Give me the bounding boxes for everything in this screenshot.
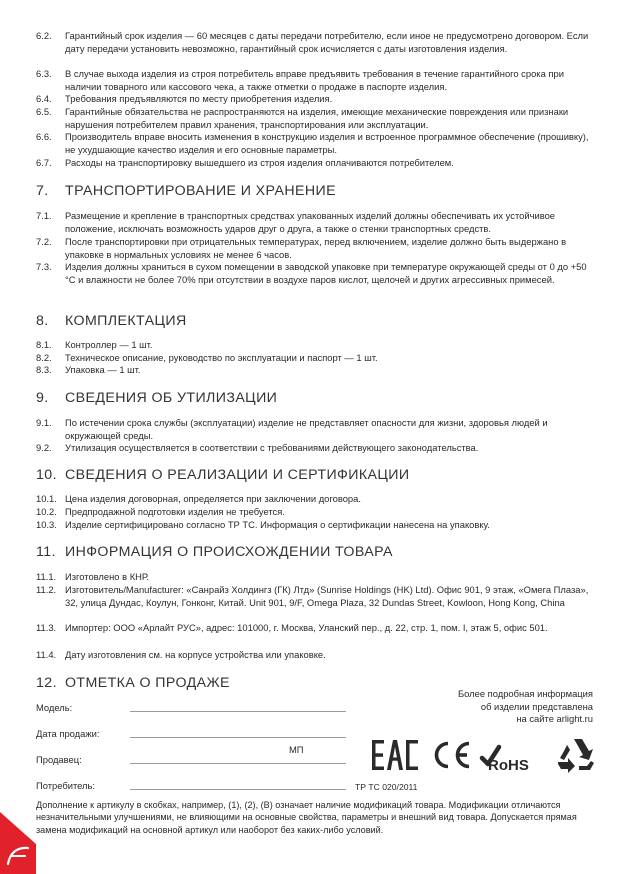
item-6-6: 6.6. Производитель вправе вносить изменения в конструкцию изделия и встроенное программное обеспечение (прошивку), не ухудшающие качество изделия и его основные параметры.: [36, 131, 589, 155]
item-8-2: 8.2. Техническое описание, руководство по эксплуатации и паспорт — 1 шт.: [36, 352, 378, 363]
item-6-7: 6.7. Расходы на транспортировку вышедшего из строя изделия оплачиваются потребителем.: [36, 157, 454, 168]
certification-logos: [368, 734, 600, 784]
footer-note: Дополнение к артикулу в скобках, например, (1), (2), (В) означает наличие модификаций товара. Модификации отличаются незначительными улучшениями, не влияющими на основные свойства, параметры и внешний вид товара. Допускается прямая замена модификаций на основной артикул или наоборот без каких-либо условий.: [36, 800, 577, 835]
item-6-3: 6.3. В случае выхода изделия из строя потребитель вправе предъявить требования в течение гарантийного срока при наличии товарного или кассового чека, а также отметки о продаже в паспорте изделия.: [36, 68, 564, 92]
item-10-3: 10.3. Изделие сертифицировано согласно ТР ТС. Информация о сертификации нанесена на упаковку.: [36, 519, 490, 530]
brand-corner-icon: [0, 812, 36, 874]
section-12-heading: 12. ОТМЕТКА О ПРОДАЖЕ: [36, 675, 230, 691]
item-11-4: 11.4. Дату изготовления см. на корпусе устройства или упаковке.: [36, 649, 326, 660]
section-10-heading: 10. СВЕДЕНИЯ О РЕАЛИЗАЦИИ И СЕРТИФИКАЦИИ: [36, 467, 410, 483]
item-6-4: 6.4. Требования предъявляются по месту приобретения изделия.: [36, 93, 333, 104]
section-8-heading: 8. КОМПЛЕКТАЦИЯ: [36, 313, 187, 329]
seller-field[interactable]: [130, 763, 346, 764]
consumer-label: Потребитель:: [36, 780, 96, 791]
stamp-place-label: МП: [289, 744, 304, 755]
tr-ts-label: ТР ТС 020/2011: [355, 782, 418, 792]
item-8-3: 8.3. Упаковка — 1 шт.: [36, 364, 141, 375]
item-11-2: 11.2. Изготовитель/Manufacturer: «Санрайз Холдингз (ГК) Лтд» (Sunrise Holdings (HK) Ltd). Офис 901, 9 этаж, «Омега Плаза», 32, улица Дундас, Коулун, Гонконг, Китай. Unit 901, 9/F, Omega Plaza, 32 Dundas Street, Kowloon, Hong Kong, China: [36, 584, 589, 608]
sale-date-field[interactable]: [130, 737, 346, 738]
item-7-1: 7.1. Размещение и крепление в транспортных средствах упакованных изделий должны обеспечивать их устойчивое положение, исключать возможность ударов друг о друга, а также о стенки транспортных средств.: [36, 210, 556, 234]
item-11-3: 11.3. Импортер: ООО «Арлайт РУС», адрес: 101000, г. Москва, Уланский пер., д. 22, стр. 1, пом. I, этаж 5, офис 501.: [36, 622, 548, 633]
item-8-1: 8.1. Контроллер — 1 шт.: [36, 339, 153, 350]
item-6-2: 6.2. Гарантийный срок изделия — 60 месяцев с даты передачи потребителю, если иное не предусмотрено договором. Если дату передачи установить невозможно, гарантийный срок исчисляется с даты изготовления изделия.: [36, 30, 589, 54]
item-10-2: 10.2. Предпродажной подготовки изделия не требуется.: [36, 506, 285, 517]
section-7-heading: 7. ТРАНСПОРТИРОВАНИЕ И ХРАНЕНИЕ: [36, 183, 336, 199]
seller-label: Продавец:: [36, 754, 82, 765]
sale-date-label: Дата продажи:: [36, 728, 100, 739]
rohs-icon: [482, 747, 529, 774]
model-label: Модель:: [36, 702, 73, 713]
item-9-2: 9.2. Утилизация осуществляется в соответствии с требованиями действующего законодательства.: [36, 442, 479, 453]
section-9-heading: 9. СВЕДЕНИЯ ОБ УТИЛИЗАЦИИ: [36, 390, 278, 406]
item-10-1: 10.1. Цена изделия договорная, определяется при заключении договора.: [36, 493, 361, 504]
recycle-icon: [558, 739, 594, 773]
certification-logos-svg: [368, 734, 600, 784]
svg-text:RoHS: RoHS: [488, 757, 529, 774]
more-info-note: Более подробная информация об изделии представлена на сайте arlight.ru: [458, 688, 593, 725]
item-9-1: 9.1. По истечении срока службы (эксплуатации) изделие не представляет опасности для жизни, здоровья людей и окружающей среды.: [36, 417, 548, 441]
section-11-heading: 11. ИНФОРМАЦИЯ О ПРОИСХОЖДЕНИИ ТОВАРА: [36, 544, 393, 560]
item-11-1: 11.1. Изготовлено в КНР.: [36, 571, 150, 582]
consumer-field[interactable]: [130, 789, 346, 790]
ce-icon: [437, 744, 470, 767]
item-6-5: 6.5. Гарантийные обязательства не распространяются на изделия, имеющие механические повреждения или признаки нарушения потребителем правил хранения, транспортирования или эксплуатации.: [36, 106, 569, 130]
eac-icon: [372, 740, 418, 770]
item-7-2: 7.2. После транспортировки при отрицательных температурах, перед включением, изделие должно быть выдержано в упаковке в нормальных условиях не менее 6 часов.: [36, 236, 567, 260]
model-field[interactable]: [130, 711, 346, 712]
item-7-3: 7.3. Изделия должны храниться в сухом помещении в заводской упаковке при температуре окружающей среды от 0 до +50 °C и влажности не более 70% при отсутствии в воздухе паров кислот, щелочей и других агрессивных примесей.: [36, 261, 587, 285]
